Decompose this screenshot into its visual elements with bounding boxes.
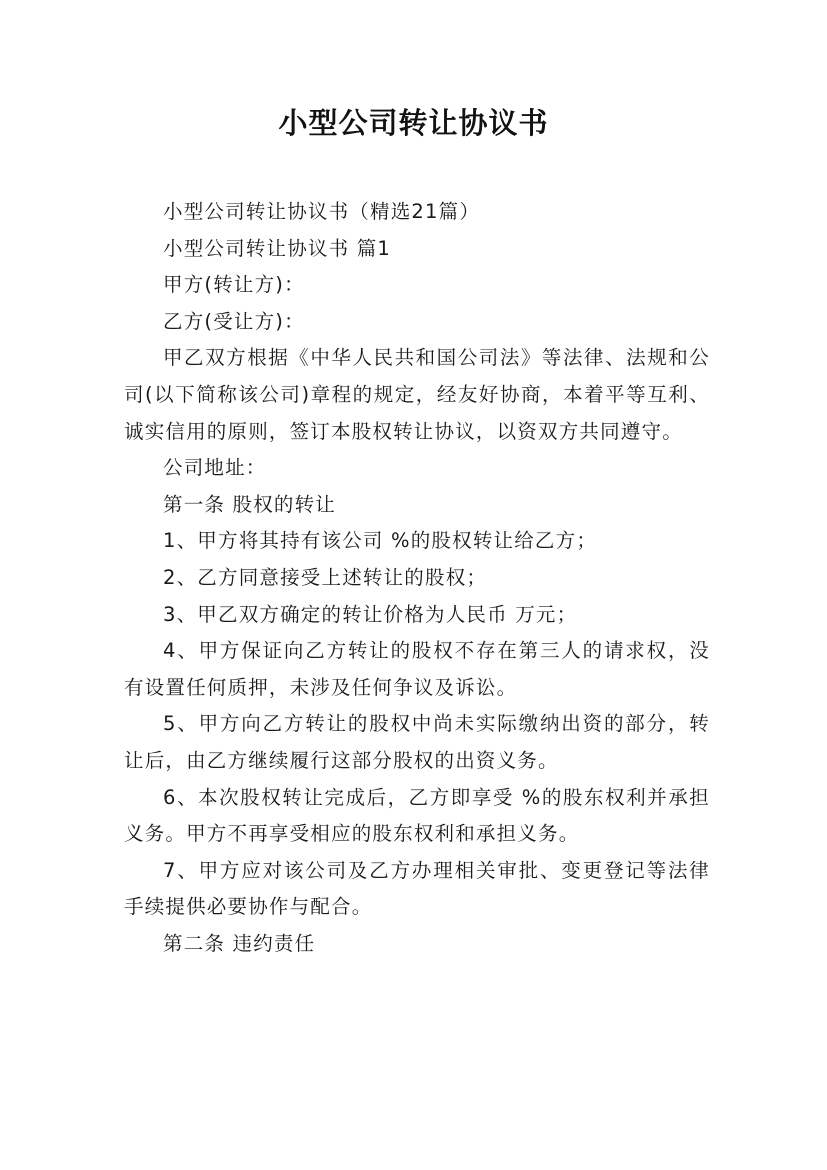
preamble-paragraph: 甲乙双方根据《中华人民共和国公司法》等法律、法规和公司(以下简称该公司)章程的规定，经友好协商，本着平等互利、诚实信用的原则，签订本股权转让协议，以资双方共同遵守。	[124, 346, 710, 443]
document-title: 小型公司转让协议书	[278, 106, 549, 140]
article-heading: 第二条 违约责任	[163, 931, 316, 955]
company-address-line: 公司地址：	[163, 456, 267, 480]
clause-paragraph: 3、甲乙双方确定的转让价格为人民币 万元；	[163, 602, 578, 626]
clause-paragraph: 1、甲方将其持有该公司 %的股权转让给乙方；	[163, 529, 598, 553]
clause-paragraph: 6、本次股权转让完成后，乙方即享受 %的股东权利并承担义务。甲方不再享受相应的股东权利和承担义务。	[124, 785, 710, 846]
clause-paragraph: 4、甲方保证向乙方转让的股权不存在第三人的请求权，没有设置任何质押，未涉及任何争议及诉讼。	[124, 639, 710, 699]
document-body	[124, 194, 710, 962]
clause-paragraph: 2、乙方同意接受上述转让的股权；	[163, 565, 488, 589]
article-heading: 第一条 股权的转让	[163, 492, 336, 516]
clause-paragraph: 5、甲方向乙方转让的股权中尚未实际缴纳出资的部分，转让后，由乙方继续履行这部分股权的出资义务。	[124, 712, 710, 772]
party-a-line: 甲方(转让方)：	[163, 273, 305, 297]
subtitle-paragraph: 小型公司转让协议书（精选21篇）	[163, 200, 481, 223]
clause-paragraph: 7、甲方应对该公司及乙方办理相关审批、变更登记等法律手续提供必要协作与配合。	[124, 858, 710, 919]
party-b-line: 乙方(受让方)：	[163, 309, 305, 333]
section-heading: 小型公司转让协议书 篇1	[163, 236, 392, 260]
